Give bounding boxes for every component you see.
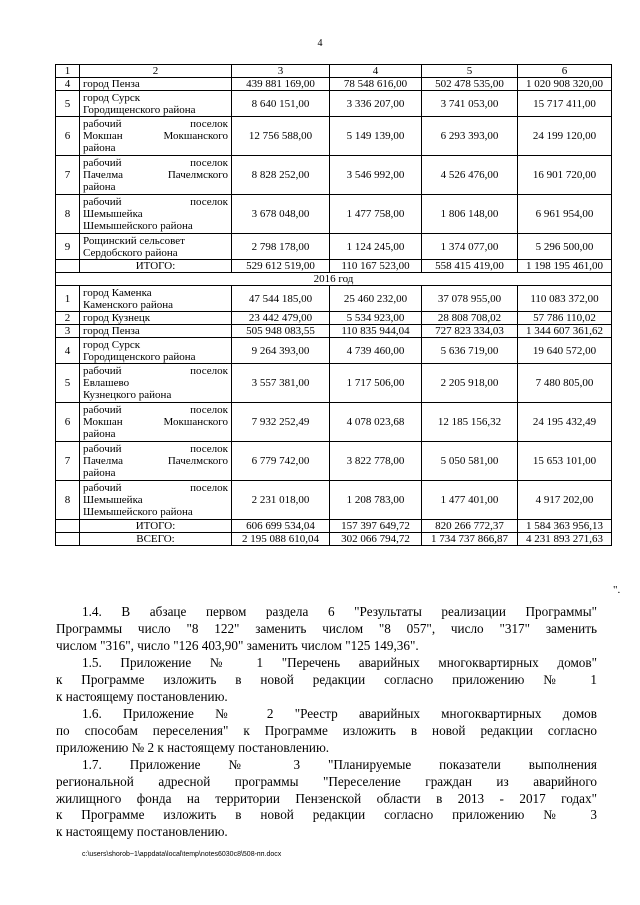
municipality-name-line: Пачелма Пачелмского [83,169,228,181]
total-row-2015 [56,260,612,273]
table-row [56,338,612,364]
header-cell: 5 [422,65,518,78]
amount-cell: 12 756 588,00 [232,117,330,156]
amount-cell: 5 636 719,00 [422,338,518,364]
paragraph-line: жилищного фонда на территории Пензенской области в 2013 - 2017 годах" [56,790,597,806]
amount-cell: 3 678 048,00 [232,195,330,234]
amount-cell: 3 336 207,00 [330,91,422,117]
total-amount: 302 066 794,72 [330,533,422,546]
table-row [56,364,612,403]
amount-cell: 1 124 245,00 [330,234,422,260]
amount-cell: 8 828 252,00 [232,156,330,195]
paragraph-line: к Программе изложить в новой редакции согласно приложению № 1 [56,671,597,687]
row-number: 2 [56,312,80,325]
municipality-name-line: Каменского района [83,298,173,311]
amount-cell: 110 083 372,00 [518,286,612,312]
table-row [56,156,612,195]
paragraph-line: 1.5. Приложение № 1 "Перечень аварийных многоквартирных домов" [82,655,597,670]
amount-cell: 15 717 411,00 [518,91,612,117]
grand-total-row [56,533,612,546]
amount-cell: 24 199 120,00 [518,117,612,156]
amount-cell: 47 544 185,00 [232,286,330,312]
amount-cell: 1 374 077,00 [422,234,518,260]
amount-cell: 7 480 805,00 [518,364,612,403]
municipality-name [80,117,232,156]
table-row [56,442,612,481]
amount-cell: 2 231 018,00 [232,481,330,520]
amount-cell: 6 779 742,00 [232,442,330,481]
amount-cell: 2 798 178,00 [232,234,330,260]
municipality-name [80,325,232,338]
municipality-name [80,78,232,91]
municipality-name [80,481,232,520]
municipality-name-line: Сердобского района [83,246,178,259]
amount-cell: 439 881 169,00 [232,78,330,91]
amount-cell: 5 296 500,00 [518,234,612,260]
amount-cell: 1 717 506,00 [330,364,422,403]
total-amount: 1 198 195 461,00 [518,260,612,273]
row-number: 7 [56,156,80,195]
municipality-name-line: город Пенза [83,78,140,90]
amount-cell: 19 640 572,00 [518,338,612,364]
total-amount: 529 612 519,00 [232,260,330,273]
municipality-name [80,364,232,403]
municipality-name-line: Кузнецкого района [83,389,172,401]
municipality-name [80,286,232,312]
row-number: 8 [56,195,80,234]
municipality-name-line: Шемышейка [83,208,143,220]
total-amount: 606 699 534,04 [232,520,330,533]
amount-cell: 4 526 476,00 [422,156,518,195]
row-number: 3 [56,325,80,338]
municipality-name [80,312,232,325]
municipality-name [80,338,232,364]
paragraph-line: региональной адресной программы "Переселение граждан из аварийного [56,773,597,789]
amount-cell: 15 653 101,00 [518,442,612,481]
paragraph-1-7 [56,757,597,841]
amount-cell: 1 477 401,00 [422,481,518,520]
municipality-name-line: Шемышейского района [83,220,193,232]
table-row [56,312,612,325]
amount-cell: 5 050 581,00 [422,442,518,481]
total-amount: 558 415 419,00 [422,260,518,273]
amount-cell: 3 741 053,00 [422,91,518,117]
municipality-name-line: город Сурск [83,91,141,104]
header-cell: 1 [56,65,80,78]
amount-cell: 1 477 758,00 [330,195,422,234]
document-file-path: c:\users\shorob~1\appdata\local\temp\notes6030c8\508-пп.docx [82,851,282,858]
table-row [56,234,612,260]
municipality-name-line: рабочий поселок [83,404,228,416]
paragraph-1-6 [56,706,597,756]
amount-cell: 23 442 479,00 [232,312,330,325]
amount-cell: 5 149 139,00 [330,117,422,156]
page-number: 4 [317,38,323,49]
municipality-name-line: Шемышейка [83,494,143,506]
municipality-name-line: рабочий поселок [83,482,228,494]
table-row [56,195,612,234]
amount-cell: 1 020 908 320,00 [518,78,612,91]
municipality-name-line: город Пенза [83,325,140,337]
header-cell: 6 [518,65,612,78]
amount-cell: 57 786 110,02 [518,312,612,325]
table-header-row [56,65,612,78]
amount-cell: 24 195 432,49 [518,403,612,442]
amount-cell: 1 344 607 361,62 [518,325,612,338]
municipality-name-line: района [83,181,116,193]
paragraph-line: к Программе изложить в новой редакции согласно приложению № 3 [56,807,597,823]
table-row [56,117,612,156]
row-number: 6 [56,403,80,442]
paragraph-line: Программы число "8 122" заменить числом "8 057", число "317" заменить [56,620,597,636]
year-heading-row [56,273,612,286]
municipality-name [80,195,232,234]
total-amount: 157 397 649,72 [330,520,422,533]
municipality-name-line: Евлашево [83,377,130,389]
row-number: 5 [56,364,80,403]
header-cell: 3 [232,65,330,78]
table-row [56,481,612,520]
municipality-name-line: Пачелма Пачелмского [83,455,228,467]
municipality-name-line: рабочий поселок [83,196,228,208]
total-row-2016 [56,520,612,533]
municipality-name [80,91,232,117]
municipality-name-line: рабочий поселок [83,157,228,169]
closing-quote-mark: ". [613,584,621,596]
municipality-name [80,234,232,260]
municipality-name-line: Городищенского района [83,350,196,363]
year-heading: 2016 год [56,273,612,286]
municipality-name [80,403,232,442]
header-cell: 4 [330,65,422,78]
table-row [56,78,612,91]
municipality-name [80,442,232,481]
amount-cell: 6 293 393,00 [422,117,518,156]
paragraph-1-4 [56,604,597,654]
row-number: 9 [56,234,80,260]
paragraph-1-5 [56,655,597,705]
amount-cell: 3 546 992,00 [330,156,422,195]
amount-cell: 505 948 083,55 [232,325,330,338]
paragraph-line: 1.7. Приложение № 3 "Планируемые показатели выполнения [82,757,597,772]
total-amount: 1 734 737 866,87 [422,533,518,546]
amount-cell: 2 205 918,00 [422,364,518,403]
empty-cell [56,533,80,546]
table-row [56,286,612,312]
amount-cell: 37 078 955,00 [422,286,518,312]
municipality-name-line: Рощинский сельсовет [83,234,185,247]
municipality-name [80,156,232,195]
municipality-name-line: Мокшан Мокшанского [83,416,228,428]
municipality-name-line: района [83,467,116,479]
paragraph-line: числом "316", число "126 403,90" заменить числом "125 149,36". [56,637,419,653]
municipality-name-line: город Каменка [83,286,152,299]
row-number: 7 [56,442,80,481]
municipality-name-line: рабочий поселок [83,118,228,130]
municipality-name-line: района [83,142,116,154]
paragraph-line: к настоящему постановлению. [56,688,228,704]
municipality-name-line: рабочий поселок [83,443,228,455]
amount-cell: 3 557 381,00 [232,364,330,403]
empty-cell [56,260,80,273]
total-amount: 4 231 893 271,63 [518,533,612,546]
amount-cell: 8 640 151,00 [232,91,330,117]
amount-cell: 1 806 148,00 [422,195,518,234]
amount-cell: 4 917 202,00 [518,481,612,520]
municipality-name-line: района [83,428,116,440]
row-number: 6 [56,117,80,156]
amount-cell: 6 961 954,00 [518,195,612,234]
total-label: ВСЕГО: [80,533,232,546]
row-number: 1 [56,286,80,312]
amount-cell: 78 548 616,00 [330,78,422,91]
amount-cell: 110 835 944,04 [330,325,422,338]
amount-cell: 1 208 783,00 [330,481,422,520]
total-amount: 1 584 363 956,13 [518,520,612,533]
amount-cell: 5 534 923,00 [330,312,422,325]
paragraph-line: 1.6. Приложение № 2 "Реестр аварийных многоквартирных домов [82,706,597,721]
amount-cell: 4 739 460,00 [330,338,422,364]
amount-cell: 3 822 778,00 [330,442,422,481]
amount-cell: 28 808 708,02 [422,312,518,325]
municipality-name-line: город Сурск [83,338,141,351]
amount-cell: 16 901 720,00 [518,156,612,195]
total-amount: 110 167 523,00 [330,260,422,273]
paragraph-line: по способам переселения" к Программе изложить в новой редакции согласно [56,722,597,738]
amount-cell: 12 185 156,32 [422,403,518,442]
total-label: ИТОГО: [80,520,232,533]
amount-cell: 7 932 252,49 [232,403,330,442]
paragraph-line: приложению № 2 к настоящему постановлению. [56,739,330,755]
amount-cell: 502 478 535,00 [422,78,518,91]
amount-cell: 727 823 334,03 [422,325,518,338]
table-row [56,91,612,117]
municipality-name-line: Шемышейского района [83,506,193,518]
total-amount: 820 266 772,37 [422,520,518,533]
paragraph-line: 1.4. В абзаце первом раздела 6 "Результаты реализации Программы" [82,604,597,619]
paragraph-line: к настоящему постановлению. [56,824,228,840]
amount-cell: 25 460 232,00 [330,286,422,312]
empty-cell [56,520,80,533]
table-row [56,403,612,442]
amount-cell: 4 078 023,68 [330,403,422,442]
housing-program-table [55,64,612,546]
total-amount: 2 195 088 610,04 [232,533,330,546]
municipality-name-line: рабочий поселок [83,365,228,377]
row-number: 4 [56,338,80,364]
municipality-name-line: город Кузнецк [83,312,151,324]
table-row [56,325,612,338]
header-cell: 2 [80,65,232,78]
municipality-name-line: Мокшан Мокшанского [83,130,228,142]
row-number: 8 [56,481,80,520]
amount-cell: 9 264 393,00 [232,338,330,364]
row-number: 4 [56,78,80,91]
total-label: ИТОГО: [80,260,232,273]
municipality-name-line: Городищенского района [83,103,196,116]
row-number: 5 [56,91,80,117]
